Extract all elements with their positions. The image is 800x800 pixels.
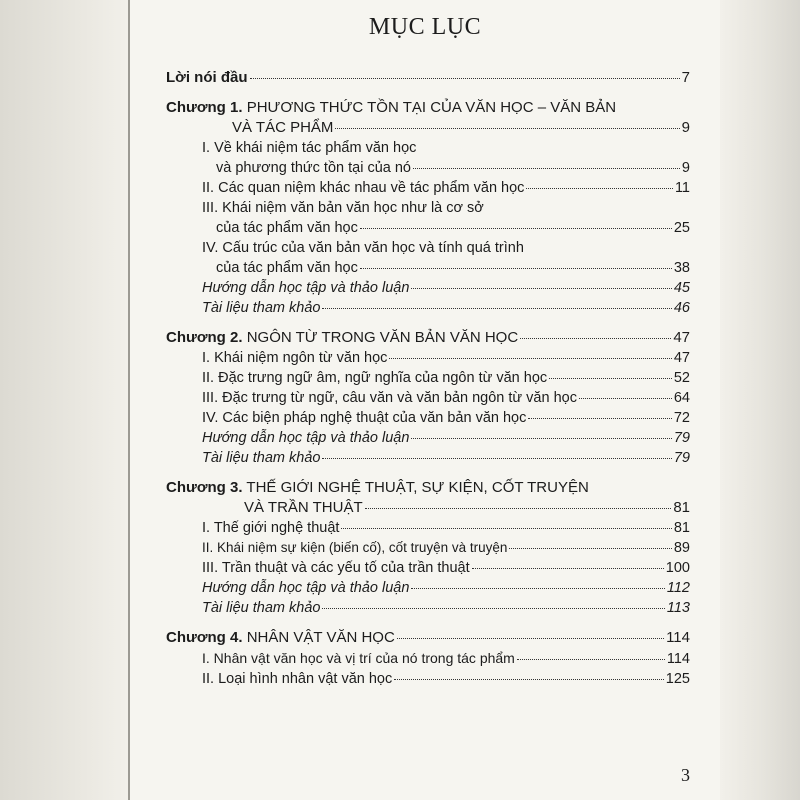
page-ref: 112 — [666, 580, 690, 596]
page-ref: 25 — [673, 220, 690, 236]
section-title: II. Các quan niệm khác nhau về tác phẩm văn học — [202, 180, 525, 196]
section-title: Tài liệu tham khảo — [202, 450, 321, 466]
page-ref: 79 — [673, 450, 690, 466]
page-ref: 81 — [673, 499, 690, 516]
dot-leader — [411, 438, 671, 439]
book-page — [130, 0, 720, 800]
dot-leader — [528, 418, 672, 419]
toc-entry-chapter-2 — [166, 328, 690, 348]
page-ref: 52 — [673, 370, 690, 386]
page-ref: 47 — [673, 350, 690, 366]
page-ref: 89 — [673, 540, 690, 556]
section-title: Hướng dẫn học tập và thảo luận — [202, 280, 410, 296]
section-title: IV. Các biện pháp nghệ thuật của văn bản văn học — [202, 410, 527, 426]
dot-leader — [335, 128, 679, 129]
section-title: II. Khái niệm sự kiện (biến cố), cốt truyện và truyện — [202, 540, 508, 555]
dot-leader — [509, 548, 671, 549]
toc-entry-chapter-1 — [166, 98, 690, 138]
entry-label: Lời nói đầu — [166, 69, 248, 86]
section-title: I. Nhân vật văn học và vị trí của nó trong tác phẩm — [202, 650, 515, 666]
dot-leader — [549, 378, 672, 379]
toc-entry-study-guide — [202, 578, 690, 598]
toc-entry-references — [202, 448, 690, 468]
toc-entry-section — [202, 538, 690, 558]
section-title: Tài liệu tham khảo — [202, 600, 321, 616]
toc-entry-study-guide — [202, 278, 690, 298]
chapter-title: THẾ GIỚI NGHỆ THUẬT, SỰ KIỆN, CỐT TRUYỆN — [242, 479, 589, 496]
chapter-label: Chương 3. — [166, 479, 243, 496]
page-ref: 9 — [681, 160, 690, 176]
toc-entry-section — [202, 238, 690, 278]
section-title-cont: của tác phẩm văn học — [216, 260, 358, 276]
dot-leader — [413, 168, 680, 169]
toc-entry-preface — [166, 68, 690, 88]
dot-leader — [322, 458, 671, 459]
dot-leader — [411, 588, 664, 589]
section-title: II. Loại hình nhân vật văn học — [202, 671, 393, 687]
page-ref: 38 — [673, 260, 690, 276]
chapter-title: NGÔN TỪ TRONG VĂN BẢN VĂN HỌC — [242, 329, 519, 346]
toc-entry-section — [202, 408, 690, 428]
page-ref: 125 — [665, 671, 690, 687]
dot-leader — [389, 358, 671, 359]
dot-leader — [365, 508, 672, 509]
toc-entry-section — [202, 178, 690, 198]
table-of-contents — [166, 68, 690, 689]
dot-leader — [520, 338, 671, 339]
page-ref: 100 — [665, 560, 690, 576]
chapter-title: PHƯƠNG THỨC TỒN TẠI CỦA VĂN HỌC – VĂN BẢN — [242, 99, 617, 116]
section-title: II. Đặc trưng ngữ âm, ngữ nghĩa của ngôn từ văn học — [202, 370, 548, 386]
page-ref: 79 — [673, 430, 690, 446]
toc-entry-section — [202, 138, 690, 178]
section-title: I. Khái niệm ngôn từ văn học — [202, 350, 388, 366]
section-title: Tài liệu tham khảo — [202, 300, 321, 316]
dot-leader — [360, 228, 672, 229]
section-title: Hướng dẫn học tập và thảo luận — [202, 580, 410, 596]
section-title: IV. Cấu trúc của văn bản văn học và tính quá trình — [202, 240, 524, 256]
dot-leader — [322, 608, 664, 609]
page-ref: 114 — [666, 651, 690, 667]
dot-leader — [526, 188, 673, 189]
toc-entry-references — [202, 598, 690, 618]
book-right-edge — [720, 0, 800, 800]
page-ref: 46 — [673, 300, 690, 316]
page-ref: 9 — [681, 119, 690, 136]
page-ref: 81 — [673, 520, 690, 536]
dot-leader — [517, 659, 665, 660]
dot-leader — [360, 268, 672, 269]
toc-entry-section — [202, 388, 690, 408]
section-title-cont: của tác phẩm văn học — [216, 220, 358, 236]
dot-leader — [394, 679, 664, 680]
toc-entry-section — [202, 198, 690, 238]
page-ref: 45 — [673, 280, 690, 296]
book-left-edge — [0, 0, 128, 800]
chapter-title: NHÂN VẬT VĂN HỌC — [242, 629, 395, 646]
page-ref: 113 — [666, 600, 690, 616]
dot-leader — [411, 288, 671, 289]
toc-entry-chapter-4 — [166, 628, 690, 648]
section-title: III. Đặc trưng từ ngữ, câu văn và văn bản ngôn từ văn học — [202, 390, 577, 406]
section-title: III. Khái niệm văn bản văn học như là cơ sở — [202, 200, 484, 216]
page-ref: 114 — [666, 629, 690, 646]
chapter-label: Chương 4. — [166, 629, 243, 646]
page-ref: 7 — [681, 69, 690, 86]
dot-leader — [341, 528, 671, 529]
toc-entry-references — [202, 298, 690, 318]
toc-entry-study-guide — [202, 428, 690, 448]
dot-leader — [322, 308, 671, 309]
toc-entry-section — [202, 348, 690, 368]
toc-entry-section — [202, 669, 690, 689]
chapter-label: Chương 2. — [166, 329, 243, 346]
dot-leader — [472, 568, 664, 569]
chapter-title-cont: VÀ TÁC PHẨM — [232, 119, 334, 136]
toc-entry-chapter-3 — [166, 478, 690, 518]
page-title: MỤC LỤC — [368, 14, 482, 40]
section-title: I. Thế giới nghệ thuật — [202, 520, 340, 536]
toc-entry-section — [202, 648, 690, 669]
page-number: 3 — [681, 765, 690, 785]
toc-entry-section — [202, 518, 690, 538]
chapter-title-cont: VÀ TRẦN THUẬT — [244, 499, 363, 516]
dot-leader — [579, 398, 672, 399]
dot-leader — [250, 78, 680, 79]
page-ref: 47 — [673, 329, 690, 346]
chapter-label: Chương 1. — [166, 99, 243, 116]
page-ref: 11 — [674, 180, 690, 196]
dot-leader — [397, 638, 664, 639]
toc-entry-section — [202, 368, 690, 388]
toc-entry-section — [202, 558, 690, 578]
page-ref: 64 — [673, 390, 690, 406]
section-title: Hướng dẫn học tập và thảo luận — [202, 430, 410, 446]
section-title-cont: và phương thức tồn tại của nó — [216, 160, 411, 176]
section-title: III. Trần thuật và các yếu tố của trần thuật — [202, 560, 470, 576]
section-title: I. Về khái niệm tác phẩm văn học — [202, 140, 417, 156]
page-ref: 72 — [673, 410, 690, 426]
